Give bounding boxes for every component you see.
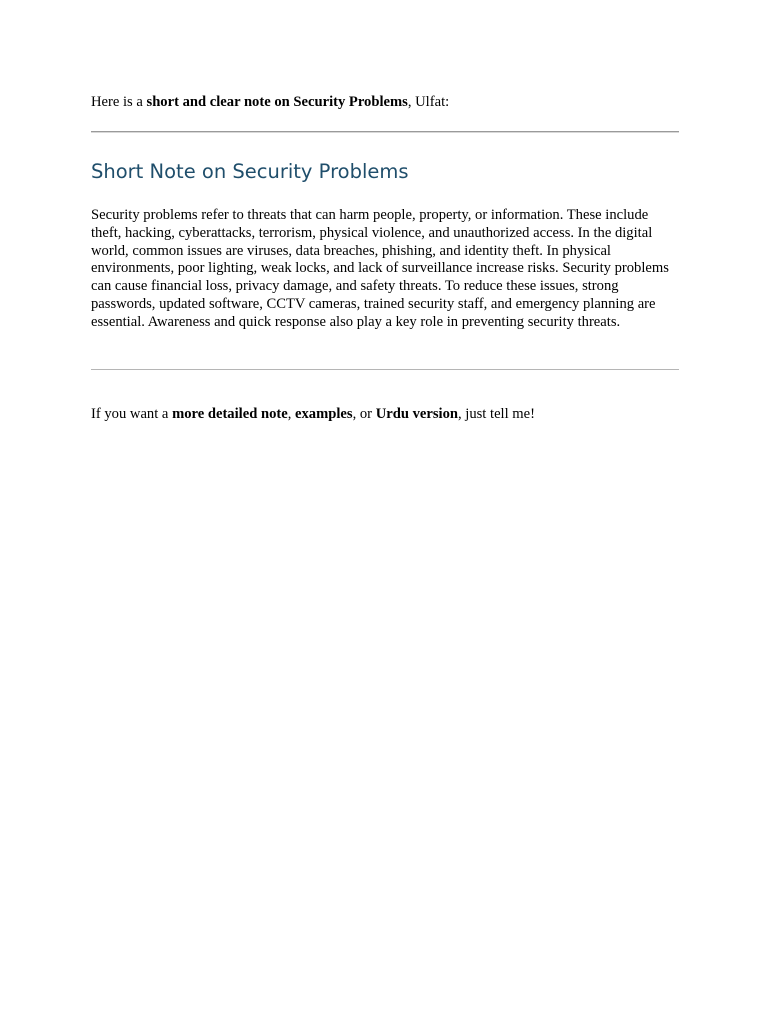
closing-separator-1: , (287, 406, 296, 422)
intro-prefix: Here is a (91, 94, 147, 110)
body-paragraph: Security problems refer to threats that can harm people, property, or information. These include theft, hacking, cyberattacks, terrorism, physical violence, and unauthorized access. In the digital world, common issues are viruses, data breaches, phishing, and identity theft. In physical environments, poor lighting, weak locks, and lack of surveillance increase risks. Security problems can cause financial loss, privacy damage, and safety threats. To reduce these issues, strong passwords, updated software, CCTV cameras, trained security staff, and emergency planning are essential. Awareness and quick response also play a key role in preventing security threats. (91, 207, 669, 330)
closing-bold-detailed-note: more detailed note (172, 406, 288, 422)
intro-line (91, 93, 679, 112)
closing-bold-urdu-version: Urdu version (375, 406, 458, 422)
closing-suffix: , just tell me! (457, 406, 535, 422)
intro-suffix: , Ulfat: (407, 94, 450, 110)
closing-prefix: If you want a (91, 406, 173, 422)
section-heading: Short Note on Security Problems (91, 160, 409, 183)
closing-separator-2: , or (352, 406, 376, 422)
intro-bold-phrase: short and clear note on Security Problems (146, 94, 408, 110)
closing-bold-examples: examples (295, 406, 353, 422)
top-divider (91, 131, 679, 133)
closing-line (91, 405, 679, 424)
middle-divider (91, 369, 679, 370)
